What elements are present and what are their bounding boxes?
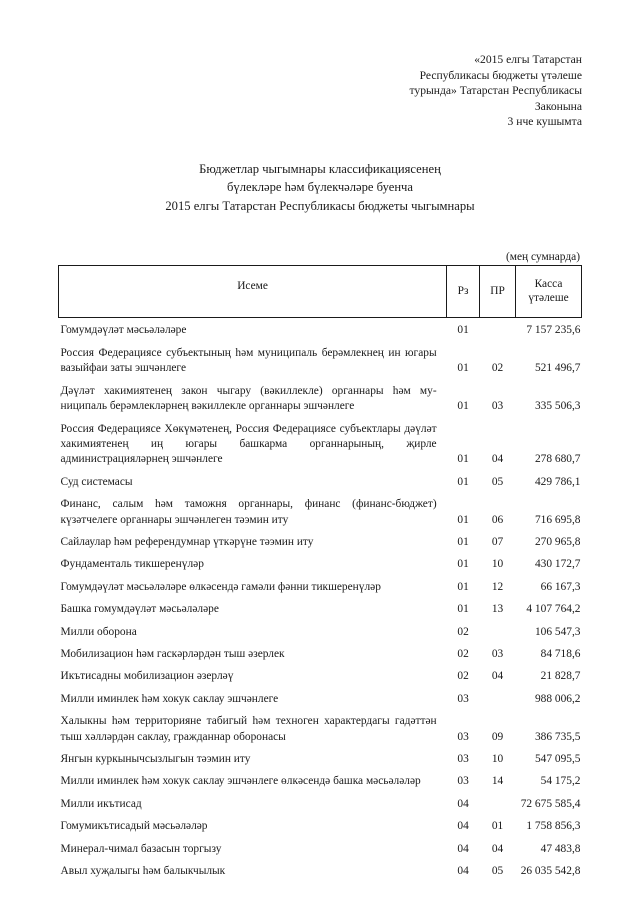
row-rz-code: 03 <box>457 775 469 788</box>
table-body <box>59 318 582 882</box>
column-header-rz: Рз <box>447 266 480 318</box>
row-cash-execution-value: 54 175,2 <box>540 775 581 788</box>
row-name: Минерал-чимал базасын торгызу <box>60 842 222 855</box>
row-pr-code: 01 <box>491 820 504 833</box>
row-pr-code: 05 <box>491 865 504 878</box>
row-rz-code: 03 <box>457 753 469 765</box>
row-pr-code <box>480 621 516 643</box>
table-row <box>59 770 582 792</box>
table-row <box>59 471 582 493</box>
row-pr-code <box>480 688 516 710</box>
row-rz-code: 01 <box>457 453 469 466</box>
page-title <box>58 160 582 216</box>
row-rz-code: 03 <box>457 692 469 705</box>
row-name: Милли иминлек һәм хокук саклау эшчәнлеге өлкәсендә башка мәсьәләләр <box>60 775 421 788</box>
page-title-line-2: бүлекләре һәм бүлекчәләре буенча <box>227 180 413 195</box>
row-rz-code: 01 <box>457 580 469 593</box>
table-header-row <box>59 266 582 318</box>
table-row <box>59 860 582 882</box>
row-rz-code: 01 <box>457 513 469 526</box>
row-cash-execution-value: 4 107 764,2 <box>526 603 581 616</box>
row-name: Сайлаулар һәм референдумнар үткәрүне тәэмин иту <box>60 535 314 548</box>
row-name: Милли икътисад <box>60 797 142 810</box>
row-pr-code: 10 <box>491 753 504 765</box>
row-pr-code: 07 <box>491 535 504 548</box>
row-cash-execution-value: 1 758 856,3 <box>526 820 581 833</box>
row-name: Фундаменталь тикшеренүләр <box>60 558 204 571</box>
row-cash-execution-value: 106 547,3 <box>534 625 581 638</box>
row-name: Суд системасы <box>60 475 133 488</box>
row-name: Милли иминлек һәм хокук саклау эшчәнлеге <box>60 692 279 705</box>
row-cash-execution-value: 547 095,5 <box>534 753 581 765</box>
row-name: Гомумикътисадый мәсьәләләр <box>60 820 208 833</box>
row-name: Башка гомумдәүләт мәсьәләләре <box>60 603 219 616</box>
document-reference-line-3: турында» Татарстан Республикасы <box>409 84 582 98</box>
table-row <box>59 838 582 860</box>
row-name: Икътисадны мобилизацион әзерләү <box>60 670 234 683</box>
row-rz-code: 01 <box>457 362 469 375</box>
row-name: Финанс, салым һәм таможня органнары, финанс (финанс-бюджет) күзәтчелеге органнары эшчәнлеген тәэмин иту <box>60 498 437 526</box>
row-name: Гомумдәүләт мәсьәләләре <box>60 324 187 337</box>
row-rz-code: 01 <box>457 603 469 616</box>
row-name: Мобилизацион һәм гаскәрләрдән тыш әзерлек <box>60 647 285 660</box>
row-rz-code: 02 <box>457 625 469 638</box>
row-name: Россия Федерациясе Хөкүмәтенең, Россия Федерациясе субъектлары дәүләт хакимиятенең иң югары башкарма органнарының, җирле администрацияләрнең эшчәнлеге <box>60 422 437 466</box>
table-row <box>59 380 582 418</box>
row-pr-code: 04 <box>491 842 504 855</box>
row-cash-execution-value: 429 786,1 <box>534 475 581 488</box>
row-rz-code: 02 <box>457 647 469 660</box>
row-pr-code: 14 <box>491 775 504 788</box>
row-rz-code: 04 <box>457 865 469 878</box>
row-rz-code: 01 <box>457 400 469 413</box>
row-rz-code: 02 <box>457 670 469 683</box>
table-row <box>59 710 582 748</box>
row-cash-execution-value: 335 506,3 <box>534 400 581 413</box>
row-cash-execution-value: 21 828,7 <box>540 670 581 683</box>
table-row <box>59 531 582 553</box>
row-rz-code: 01 <box>457 475 469 488</box>
row-pr-code: 03 <box>491 647 504 660</box>
document-reference-line-2: Республикасы бюджеты үтәлеше <box>419 68 582 82</box>
row-rz-code: 04 <box>457 797 469 810</box>
row-cash-execution-value: 84 718,6 <box>540 647 581 660</box>
table-row <box>59 576 582 598</box>
row-pr-code: 05 <box>491 475 504 488</box>
table-row <box>59 643 582 665</box>
column-header-value-line-1: Касса <box>534 277 563 290</box>
row-cash-execution-value: 716 695,8 <box>534 513 581 526</box>
page-title-line-1: Бюджетлар чыгымнары классификациясенең <box>199 161 441 176</box>
table-row <box>59 748 582 770</box>
table-row <box>59 598 582 620</box>
row-pr-code: 06 <box>491 513 504 526</box>
row-rz-code: 01 <box>457 535 469 548</box>
row-pr-code: 04 <box>491 670 504 683</box>
row-pr-code: 03 <box>491 400 504 413</box>
column-header-value-line-2: үтәлеше <box>528 292 569 305</box>
table-header <box>59 266 582 318</box>
row-cash-execution-value: 72 675 585,4 <box>520 797 581 810</box>
column-header-value <box>516 266 582 318</box>
row-pr-code: 02 <box>491 362 504 375</box>
row-pr-code <box>480 793 516 815</box>
row-rz-code: 01 <box>457 558 469 571</box>
row-rz-code: 01 <box>457 324 469 337</box>
row-rz-code: 03 <box>457 730 469 743</box>
table-row <box>59 493 582 531</box>
column-header-name: Исеме <box>59 266 447 318</box>
table-row <box>59 688 582 710</box>
column-header-pr: ПР <box>480 266 516 318</box>
row-name: Халыкны һәм территорияне табигый һәм техноген характердагы гадәттән тыш хәлләрдән саклау, гражданнар оборонасы <box>60 715 437 743</box>
document-reference-line-5: 3 нче кушымта <box>507 115 582 129</box>
row-rz-code: 04 <box>457 842 469 855</box>
row-pr-code: 12 <box>491 580 504 593</box>
row-cash-execution-value: 47 483,8 <box>540 842 581 855</box>
row-cash-execution-value: 521 496,7 <box>534 362 581 375</box>
table-row <box>59 553 582 575</box>
table-row <box>59 318 582 342</box>
row-pr-code: 10 <box>491 558 504 571</box>
row-name: Гомумдәүләт мәсьәләләре өлкәсендә гамәли фәнни тикшеренүләр <box>60 580 381 593</box>
row-cash-execution-value: 430 172,7 <box>534 558 581 571</box>
row-rz-code: 04 <box>457 820 469 833</box>
budget-expenditure-table <box>58 265 582 882</box>
row-cash-execution-value: 270 965,8 <box>534 535 581 548</box>
units-note: (мең сумнарда) <box>506 251 580 264</box>
document-reference-line-1: «2015 елгы Татарстан <box>474 53 582 66</box>
row-pr-code: 09 <box>491 730 504 743</box>
table-row <box>59 665 582 687</box>
row-cash-execution-value: 988 006,2 <box>534 692 581 705</box>
row-cash-execution-value: 278 680,7 <box>534 453 581 466</box>
table-row <box>59 621 582 643</box>
table-row <box>59 793 582 815</box>
row-name: Россия Федерациясе субъектының һәм муниципаль берәмлекнең ин югары вазыйфаи заты эшчәнлеге <box>60 346 437 375</box>
row-name: Авыл хуҗалыгы һәм балыкчылык <box>60 865 226 878</box>
row-cash-execution-value: 7 157 235,6 <box>526 324 581 337</box>
row-pr-code: 04 <box>491 453 504 466</box>
table-row <box>59 418 582 471</box>
page-title-line-3: 2015 елгы Татарстан Республикасы бюджеты чыгымнары <box>165 198 475 213</box>
row-pr-code: 13 <box>491 603 504 616</box>
table-row <box>59 815 582 837</box>
row-name: Дәүләт хакимиятенең закон чыгару (вәкиллекле) органнары һәм му-ниципаль берәмлекләрнең вәкиллекле органнары эшчәнлеге <box>60 384 437 413</box>
row-cash-execution-value: 26 035 542,8 <box>520 865 581 878</box>
row-pr-code <box>480 318 516 342</box>
document-reference-block <box>262 52 582 130</box>
row-name: Янгын куркынычсызлыгын тәэмин иту <box>60 753 251 765</box>
document-reference-line-4: Законына <box>534 99 582 113</box>
row-name: Милли оборона <box>60 625 137 638</box>
row-cash-execution-value: 386 735,5 <box>534 730 581 743</box>
table-row <box>59 342 582 380</box>
row-cash-execution-value: 66 167,3 <box>540 580 581 593</box>
